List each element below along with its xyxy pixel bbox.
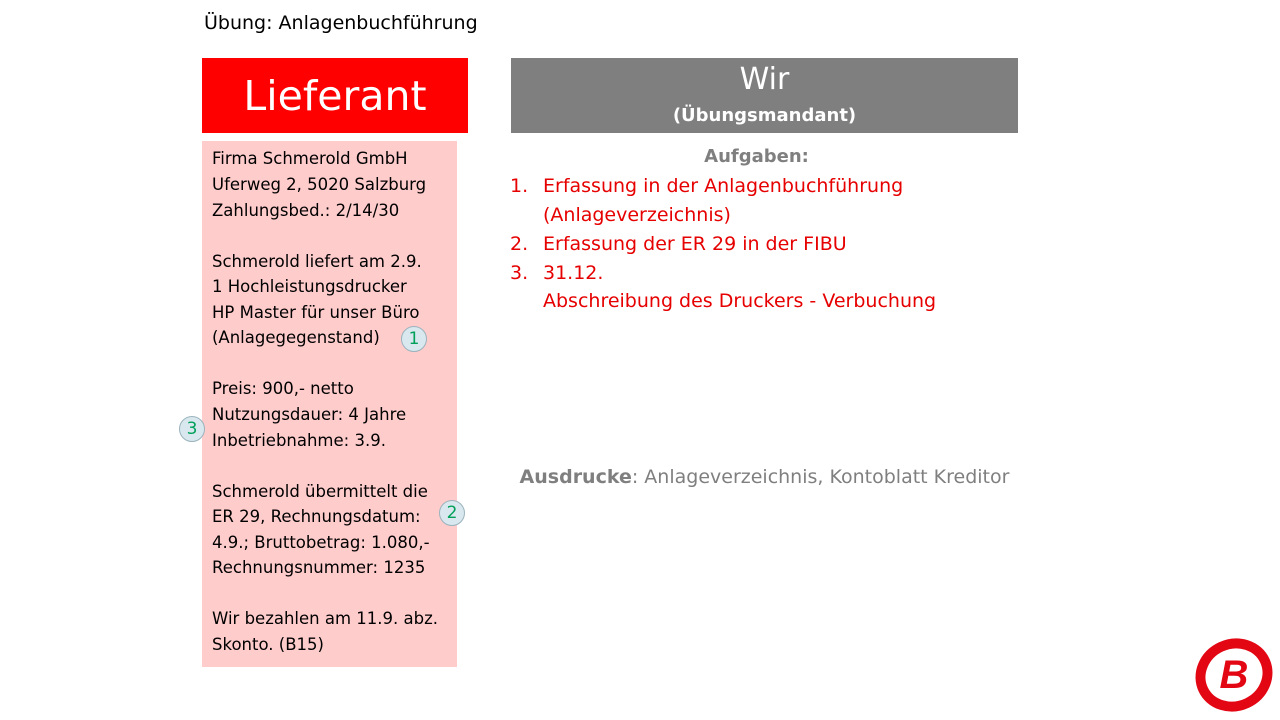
info-line: Inbetriebnahme: 3.9.	[212, 431, 386, 450]
info-line: Preis: 900,- netto	[212, 379, 354, 398]
task-number-2: 2.	[510, 233, 529, 255]
ausdrucke-label: Ausdrucke	[519, 466, 632, 488]
ausdrucke-note	[511, 466, 1018, 488]
task-line: (Anlageverzeichnis)	[543, 204, 731, 226]
task-number-1: 1.	[510, 175, 529, 197]
info-line: Nutzungsdauer: 4 Jahre	[212, 405, 407, 424]
lieferant-label: Lieferant	[243, 71, 427, 120]
task-line: Erfassung der ER 29 in der FIBU	[543, 233, 847, 255]
slide-title: Übung: Anlagenbuchführung	[204, 12, 478, 34]
step-marker-1: 1	[401, 326, 427, 352]
lieferant-header	[202, 58, 468, 133]
wir-title: Wir	[739, 62, 790, 97]
wir-subtitle: (Übungsmandant)	[672, 105, 857, 126]
info-line: 1 Hochleistungsdrucker	[212, 277, 407, 296]
info-line: ER 29, Rechnungsdatum:	[212, 507, 421, 526]
info-line: Firma Schmerold GmbH	[212, 149, 408, 168]
info-line: Uferweg 2, 5020 Salzburg	[212, 175, 427, 194]
info-line: Zahlungsbed.: 2/14/30	[212, 201, 400, 220]
info-line: Schmerold liefert am 2.9.	[212, 252, 422, 271]
logo-letter: B	[1219, 653, 1249, 697]
info-line: Schmerold übermittelt die	[212, 482, 428, 501]
step-marker-2: 2	[439, 500, 465, 526]
step-marker-3: 3	[179, 416, 205, 442]
info-line: Rechnungsnummer: 1235	[212, 558, 426, 577]
aufgaben-title: Aufgaben:	[704, 146, 809, 167]
b-logo-icon	[1192, 636, 1276, 714]
task-number-3: 3.	[510, 262, 529, 284]
info-line: Skonto. (B15)	[212, 635, 324, 654]
task-line: Abschreibung des Druckers - Verbuchung	[543, 290, 937, 312]
info-line: (Anlagegegenstand)	[212, 328, 380, 347]
task-line: 31.12.	[543, 262, 604, 284]
info-line: HP Master für unser Büro	[212, 303, 420, 322]
info-line: Wir bezahlen am 11.9. abz.	[212, 609, 439, 628]
wir-header	[511, 58, 1018, 133]
task-line: Erfassung in der Anlagenbuchführung	[543, 175, 904, 197]
lieferant-info-box	[202, 141, 457, 667]
info-line: 4.9.; Bruttobetrag: 1.080,-	[212, 533, 430, 552]
ausdrucke-text: : Anlageverzeichnis, Kontoblatt Kreditor	[631, 466, 1010, 488]
